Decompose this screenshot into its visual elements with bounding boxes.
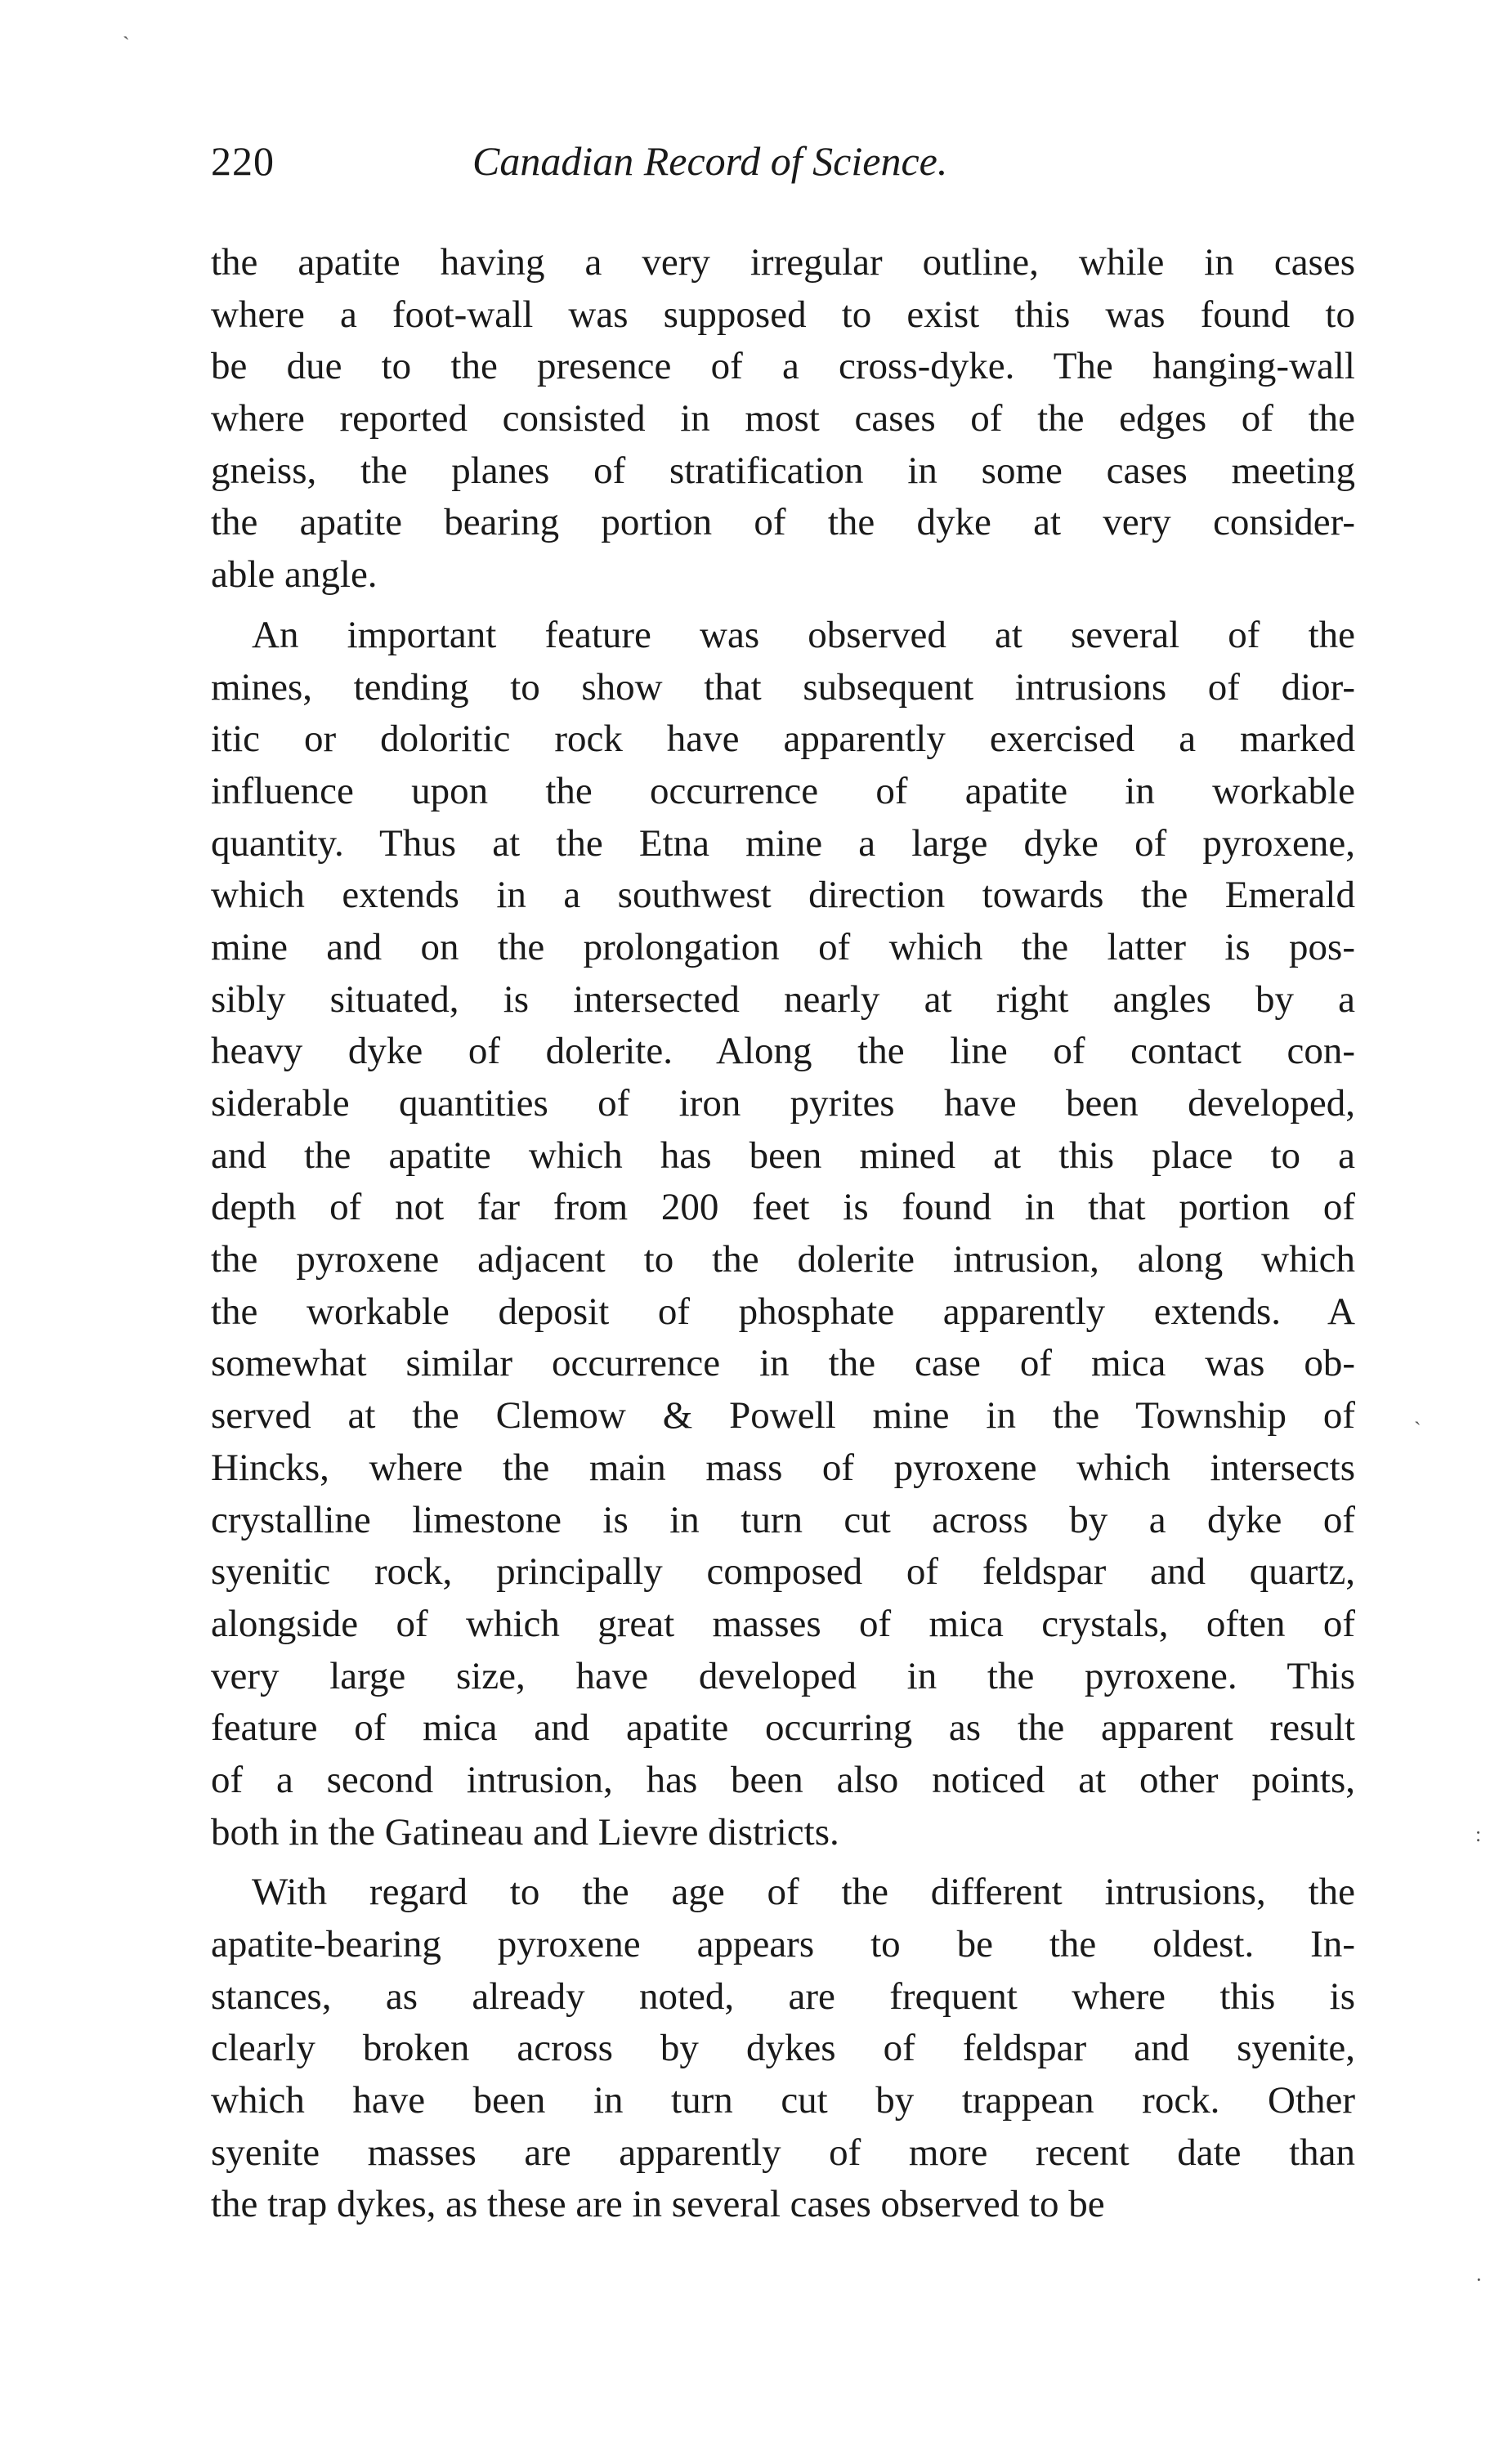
text-line: both in the Gatineau and Lievre districts. bbox=[211, 1810, 839, 1854]
text-line: mines, tending to show that subsequent intrusions of dior- bbox=[211, 665, 1355, 709]
text-line: crystalline limestone is in turn cut across by a dyke of bbox=[211, 1498, 1355, 1541]
text-line: apatite-bearing pyroxene appears to be the oldest. In- bbox=[211, 1923, 1355, 1965]
text-line: the apatite bearing portion of the dyke at very consider- bbox=[211, 501, 1355, 544]
text-line: the workable deposit of phosphate apparently extends. A bbox=[211, 1290, 1355, 1333]
text-line: of a second intrusion, has been also noticed at other points, bbox=[211, 1758, 1355, 1801]
text-line: the pyroxene adjacent to the dolerite intrusion, along which bbox=[211, 1238, 1355, 1281]
text-line: syenitic rock, principally composed of feldspar and quartz, bbox=[211, 1550, 1355, 1594]
scan-speck: : bbox=[1475, 1822, 1482, 1846]
text-line: where reported consisted in most cases of the edges of the bbox=[211, 397, 1355, 440]
scan-speck: ˋ bbox=[1414, 1418, 1421, 1442]
text-line: quantity. Thus at the Etna mine a large dyke of pyroxene, bbox=[211, 821, 1355, 865]
paragraph-gap bbox=[211, 601, 1355, 610]
text-line: somewhat similar occurrence in the case of mica was ob- bbox=[211, 1342, 1355, 1385]
paragraph-gap bbox=[211, 1858, 1355, 1867]
paragraph bbox=[211, 1867, 1355, 2231]
text-line: clearly broken across by dykes of feldspar and syenite, bbox=[211, 2027, 1355, 2070]
paragraph bbox=[211, 237, 1355, 601]
paragraph bbox=[211, 610, 1355, 1859]
text-line: which extends in a southwest direction towards the Emerald bbox=[211, 874, 1355, 917]
text-line: gneiss, the planes of stratification in some cases meeting bbox=[211, 449, 1355, 492]
text-line: syenite masses are apparently of more recent date than bbox=[211, 2131, 1355, 2174]
text-line: sibly situated, is intersected nearly at right angles by a bbox=[211, 977, 1355, 1021]
text-line: which have been in turn cut by trappean rock. Other bbox=[211, 2079, 1355, 2122]
body-text bbox=[211, 237, 1355, 2231]
text-line: Hincks, where the main mass of pyroxene which intersects bbox=[211, 1446, 1355, 1489]
text-line: be due to the presence of a cross-dyke. The hanging-wall bbox=[211, 345, 1355, 388]
running-title: Canadian Record of Science. bbox=[472, 138, 948, 184]
text-line: influence upon the occurrence of apatite in workable bbox=[211, 769, 1355, 812]
text-line: With regard to the age of the different intrusions, the bbox=[252, 1871, 1355, 1914]
text-line: the trap dykes, as these are in several cases observed to be bbox=[211, 2183, 1105, 2226]
text-line: served at the Clemow & Powell mine in the Township of bbox=[211, 1394, 1355, 1438]
text-line: alongside of which great masses of mica crystals, often of bbox=[211, 1602, 1355, 1645]
text-line: and the apatite which has been mined at this place to a bbox=[211, 1134, 1355, 1177]
text-line: depth of not far from 200 feet is found in that portion of bbox=[211, 1186, 1355, 1229]
text-line: very large size, have developed in the pyroxene. This bbox=[211, 1654, 1355, 1697]
scan-speck: ˋ bbox=[123, 33, 130, 56]
scan-speck: · bbox=[1475, 2268, 1483, 2292]
text-line: stances, as already noted, are frequent where this is bbox=[211, 1974, 1355, 2018]
text-line: feature of mica and apatite occurring as the apparent result bbox=[211, 1706, 1355, 1750]
text-line: mine and on the prolongation of which the latter is pos- bbox=[211, 925, 1355, 968]
text-line: heavy dyke of dolerite. Along the line of contact con- bbox=[211, 1030, 1355, 1073]
text-line: An important feature was observed at several of the bbox=[252, 613, 1355, 656]
text-line: siderable quantities of iron pyrites have been developed, bbox=[211, 1082, 1355, 1125]
running-head bbox=[211, 137, 1355, 203]
text-line: able angle. bbox=[211, 553, 378, 597]
page-number: 220 bbox=[211, 138, 275, 184]
text-line: where a foot-wall was supposed to exist this was found to bbox=[211, 293, 1355, 336]
text-line: itic or doloritic rock have apparently exercised a marked bbox=[211, 718, 1355, 761]
text-line: the apatite having a very irregular outline, while in cases bbox=[211, 241, 1355, 284]
